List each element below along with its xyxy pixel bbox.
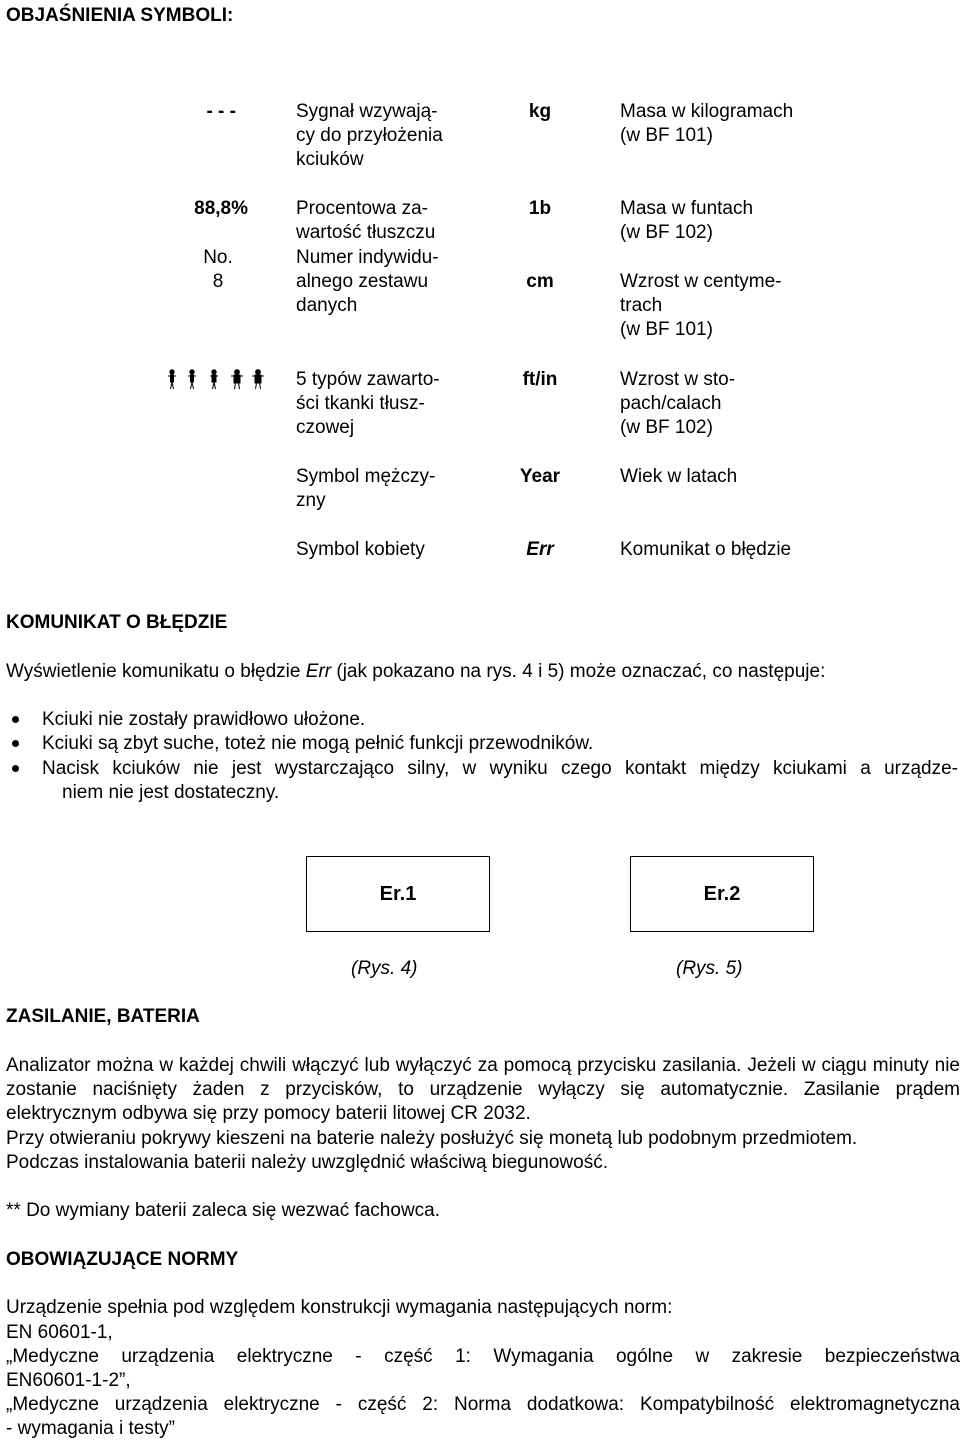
person-icon-1 [168, 370, 176, 389]
symbol-dashes: - - - [206, 101, 236, 122]
error-bullet-3-cont: niem nie jest dostateczny. [62, 782, 280, 803]
symbol-cm-desc: Wzrost w centyme- trach (w BF 101) [620, 271, 782, 340]
error-bullet-3: Nacisk kciuków nie jest wystarczająco silny, w wyniku czego kontakt między kciukami a urządze- [42, 758, 958, 779]
symbol-kg-desc: Masa w kilogramach (w BF 101) [620, 101, 794, 146]
symbol-user-number: No. 8 [203, 247, 233, 292]
norms-heading: OBOWIĄZUJĄCE NORMY [6, 1249, 239, 1270]
page-title: OBJAŚNIENIA SYMBOLI: [6, 5, 234, 26]
bullet-icon [12, 740, 19, 747]
symbol-kg: kg [528, 101, 552, 122]
norms-line-5: „Medyczne urządzenia elektryczne - część 2: Norma dodatkowa: Kompatybilność elektromagnetyczna [6, 1394, 960, 1415]
symbol-err: Err [526, 539, 554, 560]
figure-caption-2: (Rys. 5) [676, 958, 743, 979]
error-display-figure-1 [306, 856, 490, 932]
error-intro [6, 660, 825, 684]
person-icon-2 [188, 370, 196, 389]
symbol-fat-percent: 88,8% [194, 198, 248, 219]
norms-line-2: EN 60601-1, [6, 1322, 113, 1343]
power-heading: ZASILANIE, BATERIA [6, 1006, 200, 1027]
symbol-year-desc: Wiek w latach [620, 466, 738, 487]
bullet-icon [12, 765, 19, 772]
norms-line-4: EN60601-1-2”, [6, 1370, 131, 1391]
error-display-figure-2 [630, 856, 814, 932]
error-intro-post: (jak pokazano na rys. 4 i 5) może oznaczać, co następuje: [331, 661, 826, 682]
power-paragraph-1: Analizator można w każdej chwili włączyć lub wyłączyć za pomocą przycisku zasilania. Jeżeli w ciągu minuty nie zostanie naciśnięty żaden z przycisków, to urządzenie wyłączy się automatycznie. Zasilanie prądem elektrycznym odbywa się przy pomocy baterii litowej CR 2032. [6, 1055, 960, 1124]
power-paragraph-3: Podczas instalowania baterii należy uwzględnić właściwą biegunowość. [6, 1152, 608, 1173]
symbol-year: Year [519, 466, 561, 487]
power-note: ** Do wymiany baterii zaleca się wezwać fachowca. [6, 1200, 441, 1221]
bullet-icon [12, 716, 19, 723]
error-display-text: Er.1 [379, 882, 417, 905]
norms-line-6: - wymagania i testy” [6, 1418, 175, 1439]
person-icon-4 [231, 370, 243, 389]
person-icon-5 [252, 370, 264, 389]
error-display-text: Er.2 [703, 882, 741, 905]
error-intro-err: Err [305, 661, 332, 682]
symbol-err-desc: Komunikat o błędzie [620, 539, 792, 560]
symbol-lb: 1b [528, 198, 552, 219]
norms-line-3: „Medyczne urządzenia elektryczne - część 1: Wymagania ogólne w zakresie bezpieczeństwa [6, 1346, 960, 1367]
symbol-user-number-desc: Numer indywidu- alnego zestawu danych [296, 247, 439, 316]
error-heading: KOMUNIKAT O BŁĘDZIE [6, 612, 228, 633]
error-bullet-1: Kciuki nie zostały prawidłowo ułożone. [42, 709, 366, 730]
symbol-female-desc: Symbol kobiety [296, 539, 425, 560]
symbol-male-desc: Symbol mężczy- zny [296, 466, 436, 511]
symbol-ftin: ft/in [522, 369, 558, 390]
symbol-fat-percent-desc: Procentowa za- wartość tłuszczu [296, 198, 436, 243]
symbol-dashes-desc: Sygnał wzywają- cy do przyłożenia kciuków [296, 101, 443, 170]
symbol-fat-types-desc: 5 typów zawarto- ści tkanki tłusz- czowej [296, 369, 440, 438]
symbol-lb-desc: Masa w funtach (w BF 102) [620, 198, 754, 243]
person-icon-3 [210, 370, 218, 389]
power-paragraph-2: Przy otwieraniu pokrywy kieszeni na baterie należy posłużyć się monetą lub podobnym przedmiotem. [6, 1128, 858, 1149]
symbol-ftin-desc: Wzrost w sto- pach/calach (w BF 102) [620, 369, 736, 438]
error-intro-pre: Wyświetlenie komunikatu o błędzie [6, 661, 306, 682]
body-fat-types-icon [165, 368, 265, 392]
symbol-cm: cm [526, 271, 554, 292]
figure-caption-1: (Rys. 4) [351, 958, 418, 979]
norms-line-1: Urządzenie spełnia pod względem konstrukcji wymagania następujących norm: [6, 1297, 673, 1318]
error-bullet-2: Kciuki są zbyt suche, toteż nie mogą pełnić funkcji przewodników. [42, 733, 594, 754]
